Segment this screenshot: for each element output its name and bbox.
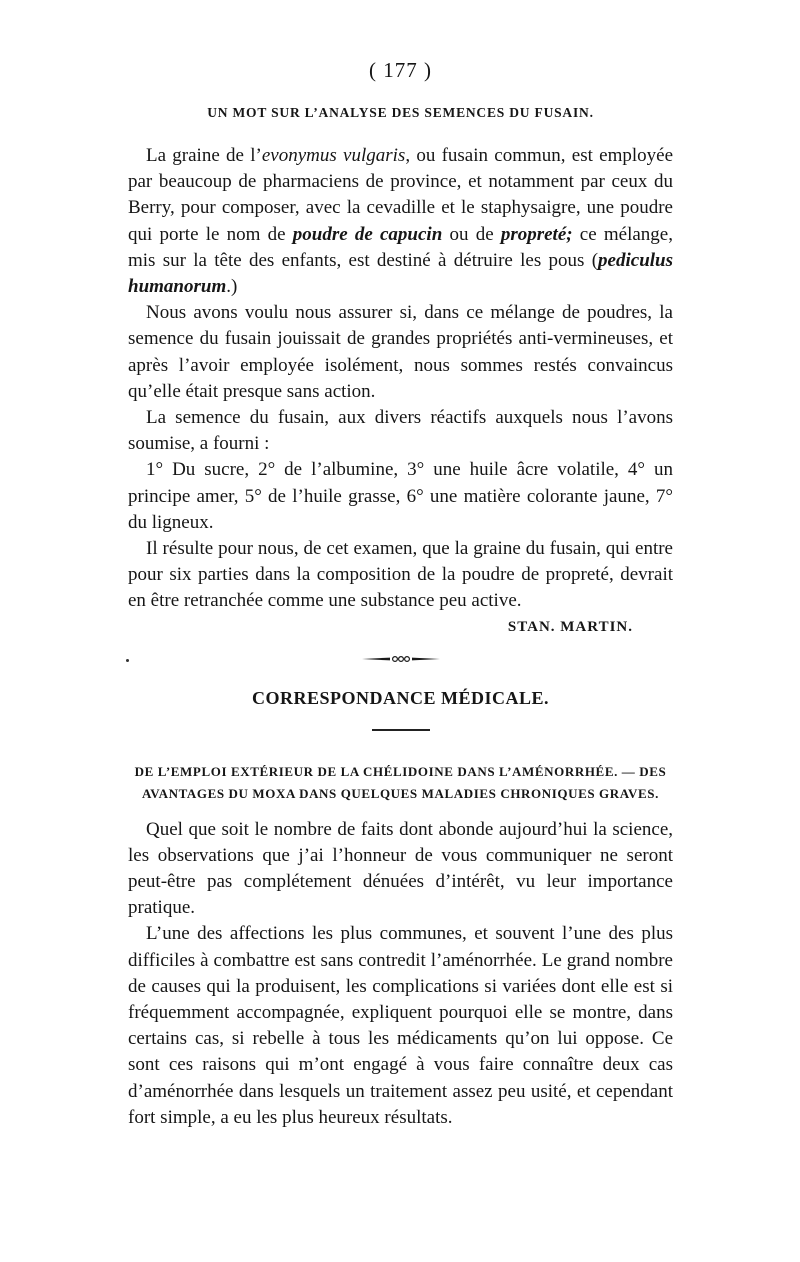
text-run: 1° Du sucre, 2° de l’albumine, 3° une huile âcre volatile, 4° un principe amer, 5° de l’huile grasse, 6° une matière colorante jaune, 7° du ligneux. <box>128 459 673 533</box>
paragraph <box>128 300 673 405</box>
letter-subtitle: DE L’EMPLOI EXTÉRIEUR DE LA CHÉLIDOINE DANS L’AMÉNORRHÉE. — DES AVANTAGES DU MOXA DANS QUELQUES MALADIES CHRONIQUES GRAVES. <box>134 763 667 801</box>
text-run: L’une des affections les plus communes, et souvent l’une des plus difficiles à combattre est sans contredit l’aménorrhée. Le grand nombre de causes qui la produisent, les complications si variées dont elle est si fréquemment accompagnée, expliquent pourquoi elle se montre, dans certains cas, si rebelle à tous les médicaments qu’on lui oppose. Ce sont ces raisons qui m’ont engagé à vous faire connaître deux cas d’aménorrhée dans lesquels un traitement assez peu usité, et cependant fort simple, a eu les plus heureux résultats. <box>128 923 673 1128</box>
paragraph <box>128 405 673 457</box>
text-column <box>128 58 673 1131</box>
text-run: ou de <box>442 223 501 245</box>
text-run: La semence du fusain, aux divers réactifs auxquels nous l’avons soumise, a fourni : <box>128 407 673 455</box>
text-run: poudre de capucin <box>292 223 443 245</box>
paragraph <box>128 143 673 300</box>
paragraph <box>128 457 673 536</box>
ornament-divider-icon <box>128 654 673 664</box>
section-body <box>128 817 673 1131</box>
paragraph <box>128 921 673 1131</box>
text-run: propreté; <box>500 223 573 245</box>
text-run: Nous avons voulu nous assurer si, dans ce mélange de poudres, la semence du fusain jouissait de grandes propriétés anti-vermineuses, et après l’avoir employée isolément, nous sommes restés convaincus qu’elle était presque sans action. <box>128 302 673 402</box>
article-body <box>128 143 673 615</box>
paragraph <box>128 536 673 615</box>
signature: STAN. MARTIN. <box>507 618 633 635</box>
text-run: ce mélange, mis sur la tête des enfants, est destiné à détruire les pous ( <box>128 223 673 271</box>
paragraph <box>128 817 673 922</box>
page-number: ( 177 ) <box>369 58 432 82</box>
section-title: CORRESPONDANCE MÉDICALE. <box>251 687 550 708</box>
text-run: evonymus vulgaris <box>261 145 406 166</box>
title-rule <box>372 729 430 731</box>
text-run: , ou fusain commun, est employée par beaucoup de pharmaciens de province, et notamment par ceux du Berry, pour composer, avec la cevadille et le staphysaigre, une poudre qui porte le nom de <box>128 145 674 245</box>
text-run: .) <box>226 276 238 298</box>
text-run: La graine de l’ <box>146 145 262 166</box>
text-run: Il résulte pour nous, de cet examen, que la graine du fusain, qui entre pour six parties dans la composition de la poudre de propreté, devrait en être retranchée comme une substance peu active. <box>128 538 673 612</box>
text-run: pediculus humanorum <box>128 249 673 298</box>
text-run: Quel que soit le nombre de faits dont abonde aujourd’hui la science, les observations que j’ai l’honneur de vous communiquer ne seront peut-être pas complétement dénuées d’intérêt, vu leur importance pratique. <box>128 818 673 919</box>
article-title: UN MOT SUR L’ANALYSE DES SEMENCES DU FUSAIN. <box>207 105 594 120</box>
